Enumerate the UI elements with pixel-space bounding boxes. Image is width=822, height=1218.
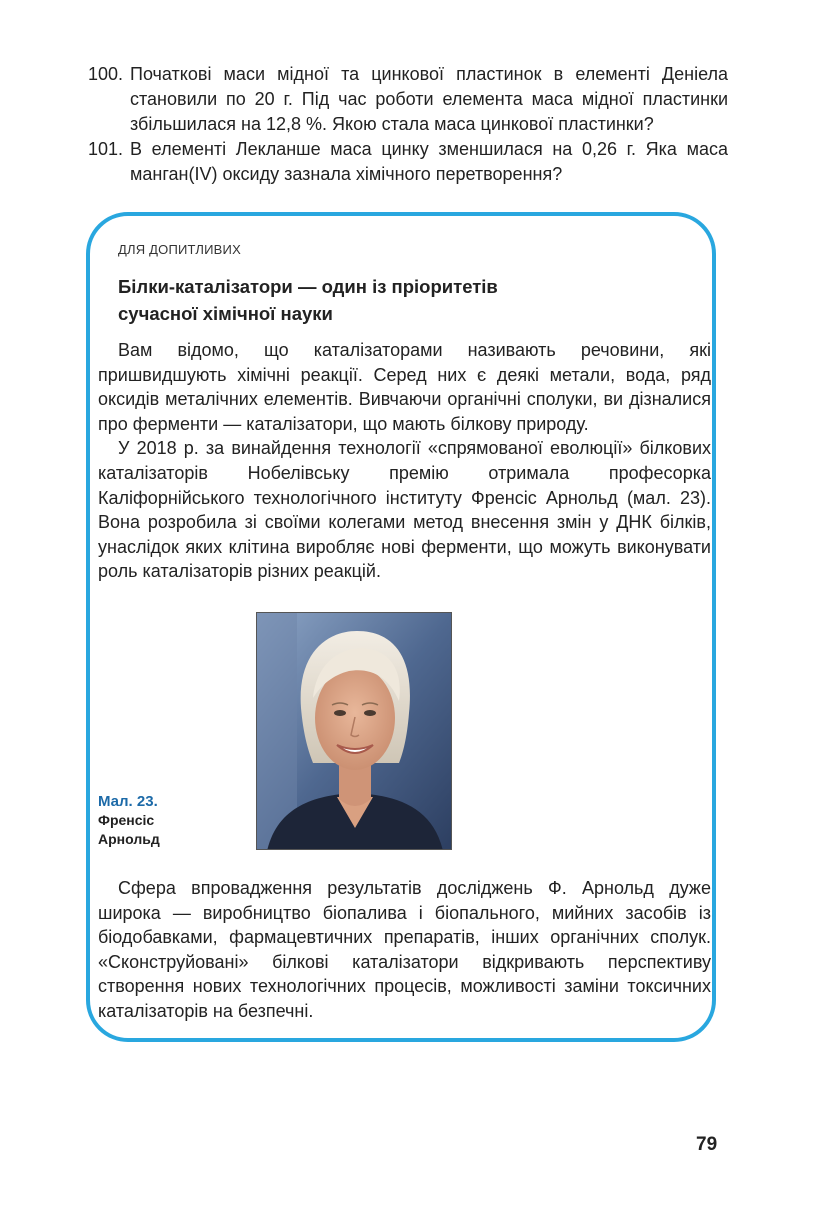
- exercise-text: Початкові маси мідної та цинкової пластинок в елементі Деніела становили по 20 г. Під час роботи елемента маса мідної пластинки збільшилася на 12,8 %. Якою стала маса цинкової пластинки?: [130, 64, 728, 134]
- info-box-body-bottom: [98, 876, 711, 1024]
- exercise-list: [88, 62, 728, 187]
- exercise-number: 101.: [88, 139, 124, 159]
- page-number: 79: [696, 1134, 718, 1155]
- figure-name-line2: Арнольд: [98, 831, 160, 847]
- figure-caption: [98, 792, 160, 849]
- info-box-label: ДЛЯ ДОПИТЛИВИХ: [118, 242, 241, 257]
- portrait-photo: [256, 612, 452, 850]
- paragraph: У 2018 р. за винайдення технології «спрямованої еволюції» білкових каталізаторів Нобелівську премію отримала професорка Каліфорнійського технологічного інституту Френсіс Арнольд (мал. 23). Вона розробила зі своїми колегами метод внесення змін у ДНК білків, унаслідок яких клітина виробляє нові ферменти, що можуть виконувати роль каталізаторів різних реакцій.: [98, 438, 711, 582]
- exercise-number: 100.: [88, 64, 124, 84]
- figure-number: Мал. 23.: [98, 793, 158, 810]
- figure-name-line1: Френсіс: [98, 812, 155, 828]
- info-box-body-top: [98, 338, 711, 584]
- info-box-title: [118, 273, 678, 327]
- exercise-100: [88, 62, 728, 137]
- info-box-title-line2: сучасної хімічної науки: [118, 303, 333, 324]
- exercise-101: [88, 137, 728, 187]
- paragraph: Сфера впровадження результатів досліджень Ф. Арнольд дуже широка — виробництво біопалива і біопального, мийних засобів із біодобавками, фармацевтичних препаратів, інших органічних сполук. «Сконструйовані» білкові каталізатори відкривають перспективу створення нових технологічних процесів, можливості заміни токсичних каталізаторів на безпечні.: [98, 878, 711, 1021]
- paragraph: Вам відомо, що каталізаторами називають речовини, які пришвидшують хімічні реакції. Серед них є деякі метали, вода, ряд оксидів металічних елементів. Вивчаючи органічні сполуки, ви дізналися про ферменти — каталізатори, що мають білкову природу.: [98, 340, 711, 434]
- info-box-title-line1: Білки-каталізатори — один із пріоритетів: [118, 276, 498, 297]
- exercise-text: В елементі Лекланше маса цинку зменшилася на 0,26 г. Яка маса манган(IV) оксиду зазнала хімічного перетворення?: [130, 139, 728, 184]
